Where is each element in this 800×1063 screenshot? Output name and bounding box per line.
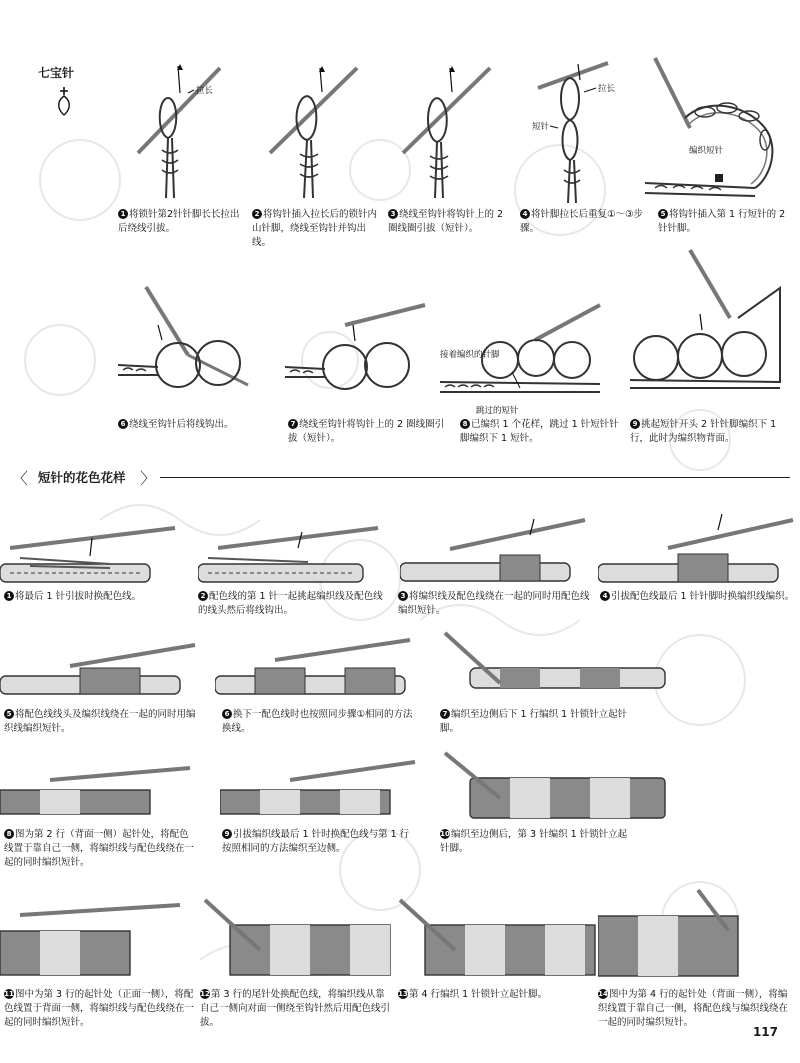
caption-step-4: 4 引拔配色线最后 1 针针脚时换编织线编织。	[600, 590, 795, 604]
diagram-pattern-7	[285, 295, 435, 415]
caption-step-7: 7 编织至边侧后下 1 行编织 1 针锁针立起针脚。	[440, 709, 628, 734]
label-next-stitch: 接着编织的针脚	[440, 350, 500, 360]
caption-pattern-9: 9 挑起短针开头 2 针针脚编织下 1 行，此时为编织物背面。	[630, 419, 777, 444]
diagram-step-9	[220, 752, 420, 832]
caption-pattern-5: 5 将钩针插入第 1 行短针的 2 针针脚。	[658, 209, 786, 234]
diagram-step-4	[598, 500, 798, 592]
page-number: 117	[752, 1025, 778, 1039]
diagram-step-7	[440, 628, 670, 708]
caption-pattern-6: 6 绕线至钩针后将线钩出。	[118, 418, 258, 432]
diagram-step-14	[598, 880, 793, 980]
section-heading	[10, 466, 790, 488]
diagram-pattern-6	[118, 285, 268, 415]
diagram-pattern-2	[262, 58, 362, 208]
diagram-step-1	[0, 508, 180, 593]
diagram-pattern-3	[395, 58, 495, 208]
diagram-step-2	[198, 508, 383, 593]
caption-step-5: 5 将配色线线头及编织线绕在一起的同时用编织线编织短针。	[4, 709, 196, 734]
open-bracket: 〈	[12, 469, 29, 488]
diagram-step-11	[0, 895, 200, 985]
caption-step-8: 8 图为第 2 行（背面一侧）起针处，将配色线置于靠自己一侧，将编织线与配色线绕在一起的同时编织短针。	[4, 829, 195, 868]
diagram-step-10	[440, 748, 670, 828]
diagram-step-13	[395, 895, 605, 985]
pattern-header	[38, 64, 74, 121]
diagram-step-12	[200, 895, 400, 985]
caption-step-6: 6 换下一配色线时也按照同步骤①相同的方法换线。	[222, 709, 413, 734]
label-skipped-stitch: 跳过的短针	[476, 406, 519, 416]
caption-step-13: 13第 4 行编织 1 针锁针立起针脚。	[398, 989, 548, 1000]
caption-pattern-4: 4 将针脚拉长后重复①～③步骤。	[520, 209, 644, 234]
label-pull-long: 拉长	[196, 86, 214, 96]
caption-pattern-1: 1 将锁针第2针针脚长长拉出后绕线引拔。	[118, 209, 240, 234]
caption-step-14: 14图中为第 4 行的起针处（背面一侧），将编织线置于靠自己一侧，将配色线与编织线绕在一起的同时编织短针。	[598, 989, 789, 1028]
diagram-pattern-8	[440, 300, 615, 415]
section-title: 短针的花色花样	[38, 470, 126, 485]
stitch-symbol-icon	[54, 85, 74, 117]
close-bracket: 〉	[140, 469, 157, 488]
caption-step-10: 10编织至边侧后，第 3 针编织 1 针锁针立起针脚。	[440, 829, 628, 854]
caption-pattern-7: 7 绕线至钩针将钩针上的 2 圈线圈引拔（短针）。	[288, 419, 445, 444]
label-knit-single-crochet: 编织短针	[689, 146, 724, 156]
label-single-crochet: 短针	[532, 122, 550, 132]
diagram-step-6	[215, 630, 415, 710]
section-divider	[160, 477, 790, 478]
caption-step-9: 9 引拔编织线最后 1 针时换配色线与第 1 行按照相同的方法编织至边侧。	[222, 829, 410, 854]
caption-step-11: 11图中为第 3 行的起针处（正面一侧），将配色线置于背面一侧，将编织线与配色线绕在一起的同时编织短针。	[4, 989, 195, 1028]
diagram-pattern-1	[128, 58, 228, 208]
diagram-pattern-9	[630, 248, 795, 408]
diagram-step-5	[0, 630, 200, 710]
caption-step-12: 12第 3 行的尾针处换配色线，将编织线从靠自己一侧向对面一侧绕至钩针然后用配色线引拔。	[200, 989, 391, 1028]
diagram-pattern-5	[645, 48, 785, 213]
pattern-title: 七宝针	[38, 66, 75, 80]
diagram-step-8	[0, 760, 200, 830]
caption-pattern-8: 8 已编织 1 个花样，跳过 1 针短针针脚编织下 1 短针。	[460, 419, 619, 444]
diagram-pattern-4	[528, 58, 638, 208]
caption-step-1: 1 将最后 1 针引拔时换配色线。	[4, 590, 184, 604]
caption-pattern-2: 2 将钩针插入拉长后的锁针内山针脚，绕线至钩针并钩出线。	[252, 209, 378, 248]
caption-step-2: 2 配色线的第 1 针一起挑起编织线及配色线的线头然后将线钩出。	[198, 591, 383, 616]
diagram-step-3	[400, 505, 590, 593]
label-pull-long-2: 拉长	[598, 84, 616, 94]
caption-step-3: 3 将编织线及配色线绕在一起的同时用配色线编织短针。	[398, 591, 590, 616]
caption-pattern-3: 3 绕线至钩针将钩针上的 2 圈线圈引拔（短针）。	[388, 209, 504, 234]
